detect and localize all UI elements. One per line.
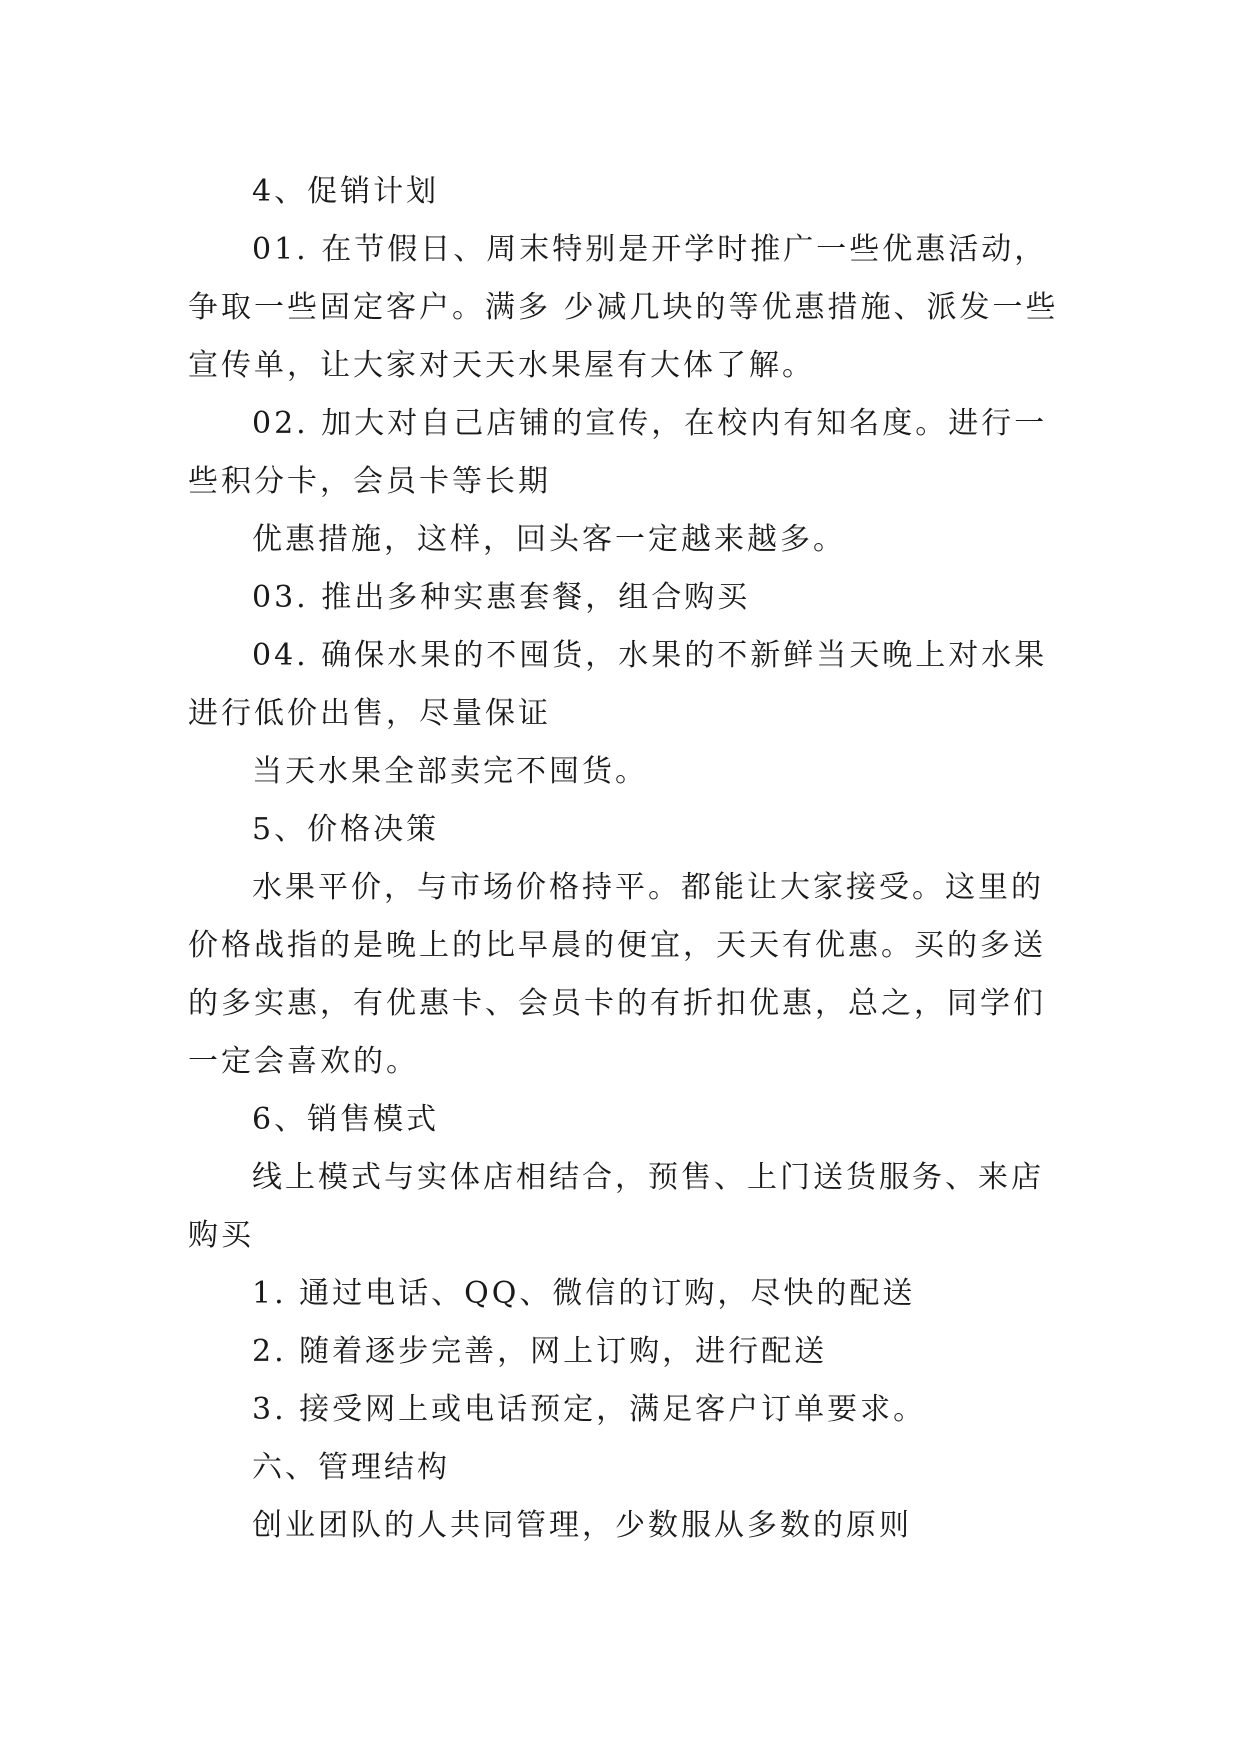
paragraph-promo-02-cont: 优惠措施，这样，回头客一定越来越多。 <box>252 522 846 557</box>
paragraph-promo-04-cont: 当天水果全部卖完不囤货。 <box>252 754 648 789</box>
document-body <box>188 163 1068 1555</box>
paragraph-sales-3: 3. 接受网上或电话预定，满足客户订单要求。 <box>252 1392 927 1427</box>
paragraph-promo-03: 03. 推出多种实惠套餐，组合购买 <box>252 580 751 615</box>
paragraph-sales-model: 线上模式与实体店相结合，预售、上门送货服务、来店购买 <box>188 1160 1044 1253</box>
paragraph-pricing: 水果平价，与市场价格持平。都能让大家接受。这里的价格战指的是晚上的比早晨的便宜，天天有优惠。买的多送的多实惠，有优惠卡、会员卡的有折扣优惠，总之，同学们一定会喜欢的。 <box>188 870 1046 1079</box>
heading-sales-model: 6、销售模式 <box>252 1102 440 1137</box>
heading-management-structure: 六、管理结构 <box>252 1450 450 1485</box>
paragraph-sales-2: 2. 随着逐步完善，网上订购，进行配送 <box>252 1334 828 1369</box>
paragraph-promo-01: 01. 在节假日、周末特别是开学时推广一些优惠活动，争取一些固定客户。满多 少减几块的等优惠措施、派发一些宣传单，让大家对天天水果屋有大体了解。 <box>188 232 1059 383</box>
paragraph-sales-1: 1. 通过电话、QQ、微信的订购，尽快的配送 <box>252 1276 916 1311</box>
paragraph-management: 创业团队的人共同管理，少数服从多数的原则 <box>252 1508 912 1543</box>
heading-pricing-decision: 5、价格决策 <box>252 812 440 847</box>
paragraph-promo-04: 04. 确保水果的不囤货，水果的不新鲜当天晚上对水果进行低价出售，尽量保证 <box>188 638 1048 731</box>
heading-promotion-plan: 4、促销计划 <box>252 174 440 209</box>
paragraph-promo-02: 02. 加大对自己店铺的宣传，在校内有知名度。进行一些积分卡，会员卡等长期 <box>188 406 1048 499</box>
